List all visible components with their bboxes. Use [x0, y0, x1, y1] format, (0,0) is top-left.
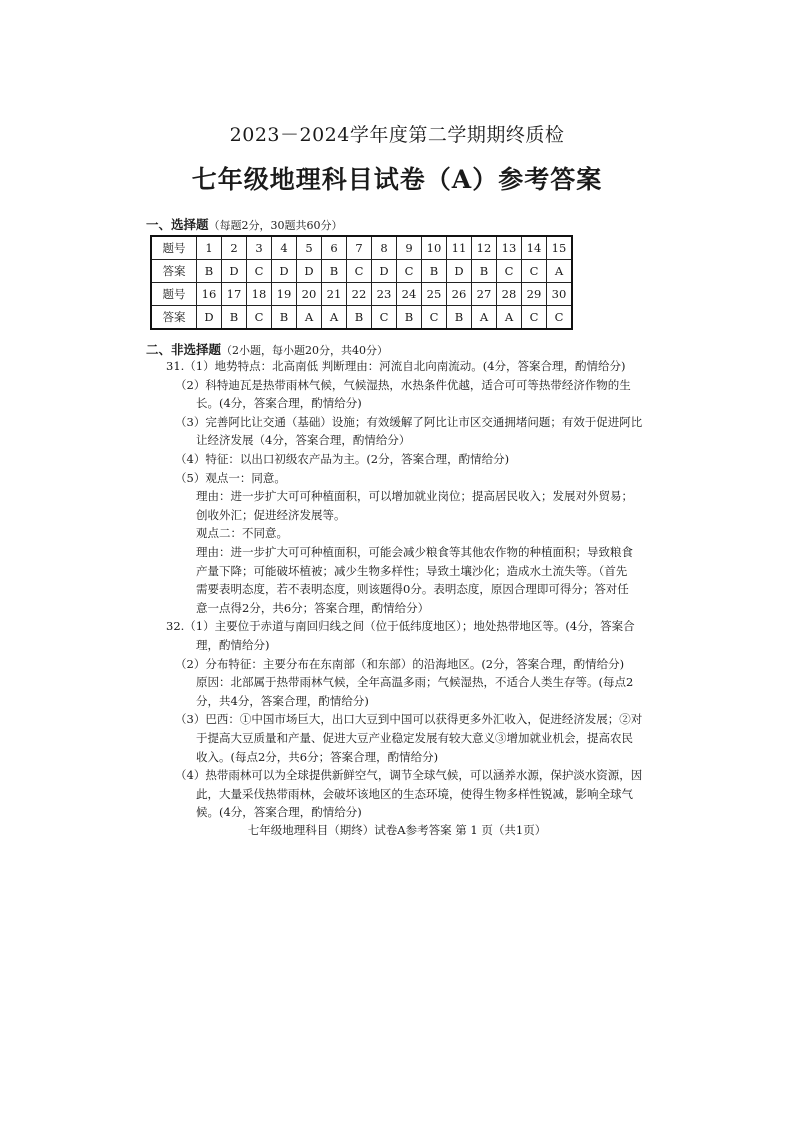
answer-line: （3）完善阿比让交通（基础）设施；有效缓解了阿比让市区交通拥堵问题；有效于促进阿比	[175, 414, 643, 429]
answer-line: 此，大量采伐热带雨林，会破坏该地区的生态环境，使得生物多样性锐减，影响全球气	[196, 786, 633, 801]
table-cell: C	[247, 260, 272, 283]
table-cell: 19	[272, 283, 297, 306]
answer-line: 让经济发展（4分，答案合理，酌情给分）	[196, 433, 411, 448]
table-cell: C	[547, 306, 573, 330]
table-cell: B	[422, 260, 447, 283]
answer-line: 分，共4分，答案合理，酌情给分)	[196, 693, 369, 708]
answer-line: （4）特征：以出口初级农产品为主。(2分，答案合理，酌情给分)	[175, 452, 510, 466]
answer-line: 创收外汇；促进经济发展等。	[196, 507, 346, 522]
table-cell: B	[347, 306, 372, 330]
answer-line: （4）热带雨林可以为全球提供新鲜空气，调节全球气候，可以涵养水源，保护淡水资源，因	[175, 768, 643, 783]
answer-line: 长。(4分，答案合理，酌情给分)	[196, 396, 362, 411]
table-cell: D	[197, 306, 222, 330]
table-cell: C	[522, 306, 547, 330]
answer-line: （5）观点一：同意。	[175, 470, 286, 485]
table-cell: 28	[497, 283, 522, 306]
table-row-label: 题号	[151, 236, 197, 260]
answer-line: 理由：进一步扩大可可种植面积，可以增加就业岗位；提高居民收入；发展对外贸易；	[196, 489, 633, 504]
table-cell: 13	[497, 236, 522, 260]
section-1-title: 一、选择题	[146, 217, 209, 232]
answer-table	[150, 235, 573, 330]
table-cell: 16	[197, 283, 222, 306]
table-cell: 17	[222, 283, 247, 306]
section-1-note: （每题2分，30题共60分）	[208, 219, 343, 232]
answer-line: 需要表明态度，若不表明态度，则该题得0分。表明态度，原因合理即可得分；答对任	[196, 582, 629, 597]
table-cell: B	[272, 306, 297, 330]
table-cell: 4	[272, 236, 297, 260]
table-cell: 18	[247, 283, 272, 306]
table-cell: 21	[322, 283, 347, 306]
table-cell: A	[547, 260, 573, 283]
table-cell: B	[322, 260, 347, 283]
table-cell: C	[422, 306, 447, 330]
table-cell: 1	[197, 236, 222, 260]
table-cell: D	[297, 260, 322, 283]
table-cell: C	[347, 260, 372, 283]
table-cell: B	[397, 306, 422, 330]
table-cell: 3	[247, 236, 272, 260]
table-cell: B	[447, 306, 472, 330]
table-cell: B	[197, 260, 222, 283]
table-cell: 24	[397, 283, 422, 306]
answer-line: 原因：北部属于热带雨林气候，全年高温多雨；气候湿热，不适合人类生存等。(每点2	[196, 675, 634, 690]
table-cell: 29	[522, 283, 547, 306]
table-cell: 6	[322, 236, 347, 260]
table-cell: B	[472, 260, 497, 283]
exam-title: 2023－2024学年度第二学期期终质检	[229, 124, 565, 146]
table-cell: 22	[347, 283, 372, 306]
answer-line: 理，酌情给分)	[196, 638, 270, 652]
table-cell: 2	[222, 236, 247, 260]
answer-line: 收入。(每点2分，共6分；答案合理，酌情给分)	[196, 749, 439, 764]
table-row-numbers	[151, 236, 572, 260]
table-cell: A	[297, 306, 322, 330]
answer-line: （2）分布特征：主要分布在东南部（和东部）的沿海地区。(2分，答案合理，酌情给分)	[175, 656, 625, 671]
table-row-answers	[151, 260, 572, 283]
table-cell: D	[447, 260, 472, 283]
answer-line: 32.（1）主要位于赤道与南回归线之间（位于低纬度地区）；地处热带地区等。(4分，答案合	[166, 619, 635, 634]
table-cell: A	[472, 306, 497, 330]
answer-key-title: 七年级地理科目试卷（A）参考答案	[191, 165, 603, 194]
answer-line: 观点二：不同意。	[196, 526, 288, 541]
answer-line: 产量下降；可能破坏植被；减少生物多样性；导致土壤沙化；造成水土流失等。（首先	[196, 563, 628, 578]
table-cell: 7	[347, 236, 372, 260]
table-cell: 23	[372, 283, 397, 306]
table-row-label: 答案	[151, 260, 197, 283]
table-cell: 30	[547, 283, 573, 306]
table-cell: 25	[422, 283, 447, 306]
page-footer: 七年级地理科目（期终）试卷A参考答案 第 1 页（共1页）	[247, 823, 547, 837]
table-cell: 20	[297, 283, 322, 306]
answer-line: （3）巴西：①中国市场巨大，出口大豆到中国可以获得更多外汇收入，促进经济发展；②对	[175, 712, 643, 727]
section-1-heading	[146, 215, 343, 233]
table-cell: 11	[447, 236, 472, 260]
table-cell: 8	[372, 236, 397, 260]
table-cell: C	[497, 260, 522, 283]
table-cell: B	[222, 306, 247, 330]
table-cell: C	[397, 260, 422, 283]
table-row-numbers	[151, 283, 572, 306]
table-row-label: 答案	[151, 306, 197, 330]
table-cell: 27	[472, 283, 497, 306]
section-2-heading	[146, 340, 388, 358]
table-cell: C	[522, 260, 547, 283]
table-cell: 14	[522, 236, 547, 260]
table-cell: 10	[422, 236, 447, 260]
table-cell: 26	[447, 283, 472, 306]
table-row-answers	[151, 306, 572, 330]
answer-line: 意一点得2分，共6分；答案合理，酌情给分）	[196, 600, 430, 615]
table-cell: D	[272, 260, 297, 283]
table-cell: 12	[472, 236, 497, 260]
table-cell: 9	[397, 236, 422, 260]
table-cell: C	[372, 306, 397, 330]
section-2-note: （2小题，每小题20分，共40分）	[221, 344, 389, 357]
table-cell: 15	[547, 236, 573, 260]
answer-line: 候。(4分，答案合理，酌情给分)	[196, 805, 362, 820]
answer-line: 于提高大豆质量和产量、促进大豆产业稳定发展有较大意义③增加就业机会，提高农民	[196, 731, 633, 745]
table-row-label: 题号	[151, 283, 197, 306]
answer-line: （2）科特迪瓦是热带雨林气候，气候湿热，水热条件优越，适合可可等热带经济作物的生	[175, 377, 631, 392]
answer-line: 31.（1）地势特点：北高南低 判断理由：河流自北向南流动。(4分，答案合理，酌情给分)	[166, 359, 626, 373]
table-cell: A	[322, 306, 347, 330]
table-cell: 5	[297, 236, 322, 260]
table-cell: D	[372, 260, 397, 283]
table-cell: D	[222, 260, 247, 283]
table-cell: C	[247, 306, 272, 330]
section-2-title: 二、非选择题	[146, 342, 222, 357]
answer-line: 理由：进一步扩大可可种植面积，可能会减少粮食等其他农作物的种植面积；导致粮食	[196, 545, 633, 559]
table-cell: A	[497, 306, 522, 330]
